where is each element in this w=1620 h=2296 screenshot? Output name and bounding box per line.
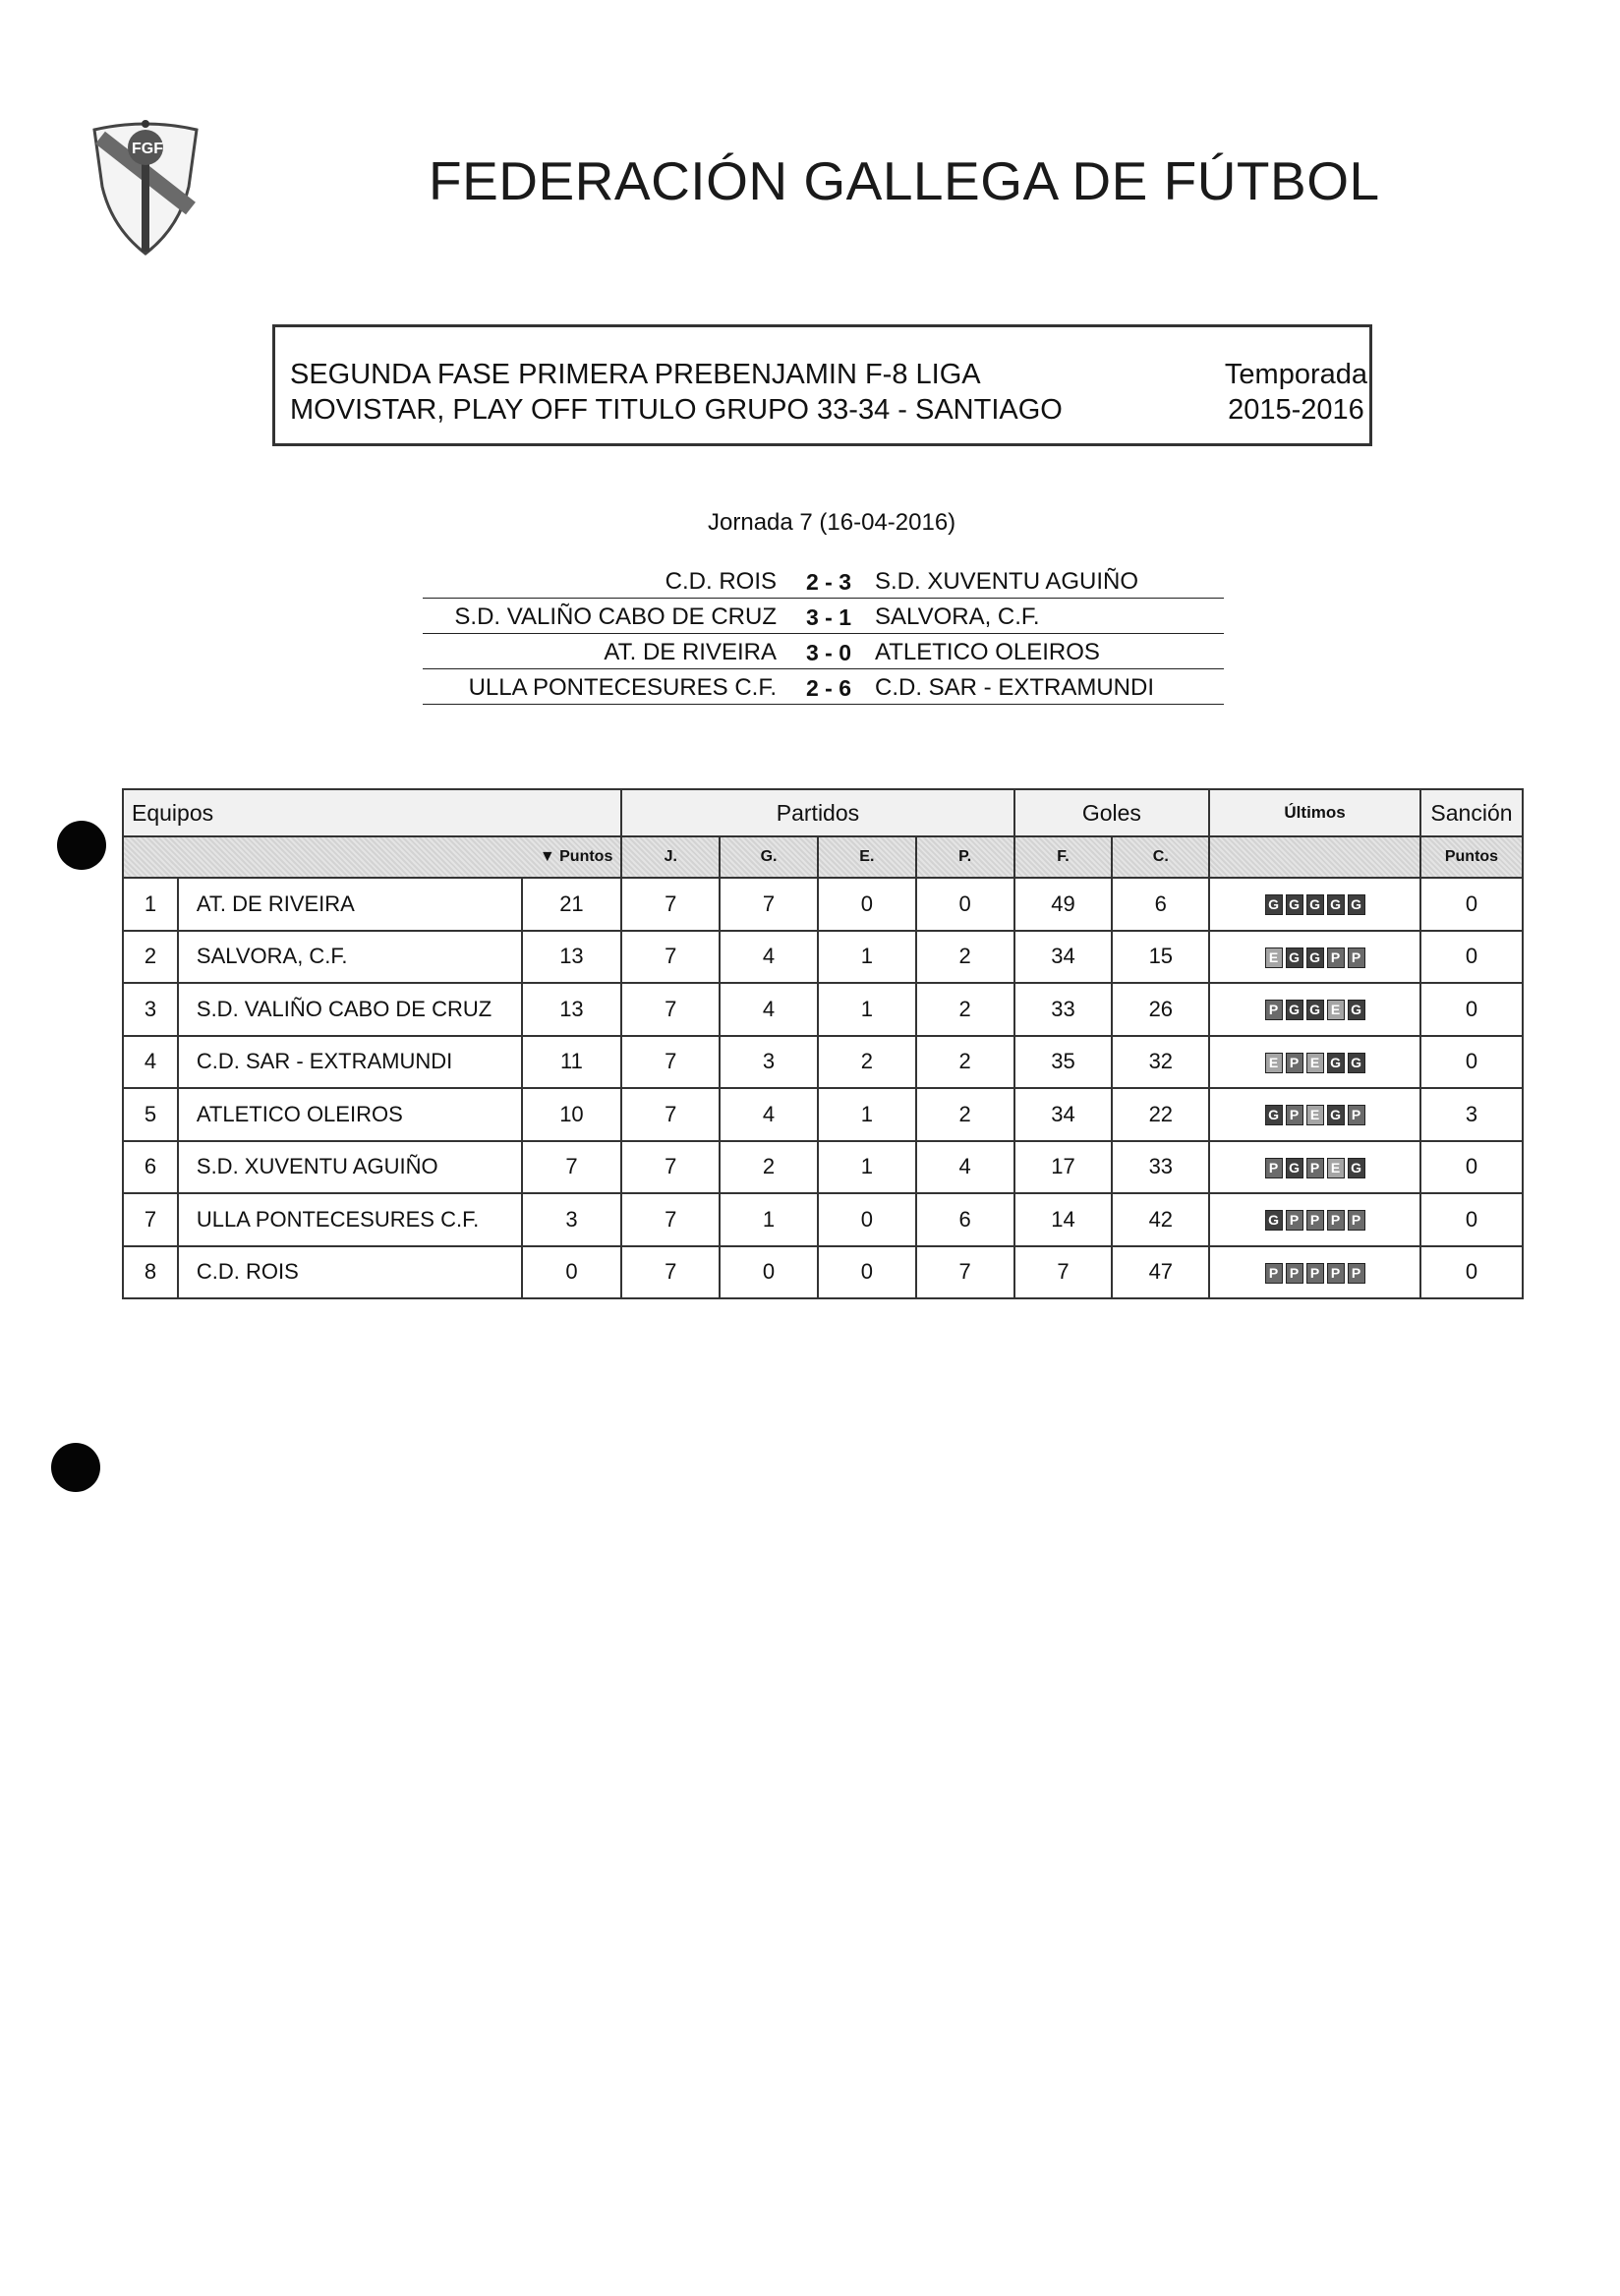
sanction-cell: 0 bbox=[1420, 983, 1523, 1036]
competition-name bbox=[290, 357, 1063, 428]
goals-against-cell: 26 bbox=[1112, 983, 1209, 1036]
table-row bbox=[123, 983, 1523, 1036]
result-row bbox=[423, 599, 1224, 634]
team-cell: ATLETICO OLEIROS bbox=[178, 1088, 522, 1141]
recent-form-cell bbox=[1209, 983, 1420, 1036]
header-goles: Goles bbox=[1014, 789, 1210, 836]
points-cell: 7 bbox=[522, 1141, 622, 1194]
form-badge: G bbox=[1348, 1053, 1365, 1073]
drawn-cell: 1 bbox=[818, 931, 916, 984]
sanction-cell: 0 bbox=[1420, 1246, 1523, 1299]
form-badge: G bbox=[1286, 894, 1303, 915]
competition-info-box bbox=[272, 324, 1372, 446]
form-badge: G bbox=[1306, 894, 1324, 915]
form-badge: G bbox=[1265, 1105, 1283, 1125]
standings-table bbox=[122, 788, 1524, 1299]
form-badge: E bbox=[1265, 1053, 1283, 1073]
lost-cell: 7 bbox=[916, 1246, 1014, 1299]
goals-against-cell: 33 bbox=[1112, 1141, 1209, 1194]
played-cell: 7 bbox=[621, 1036, 720, 1089]
punch-hole-bottom bbox=[51, 1443, 100, 1492]
away-team: ATLETICO OLEIROS bbox=[875, 639, 1100, 665]
away-team: S.D. XUVENTU AGUIÑO bbox=[875, 568, 1139, 595]
season-value: 2015-2016 bbox=[1228, 394, 1364, 426]
team-cell: AT. DE RIVEIRA bbox=[178, 878, 522, 931]
goals-for-cell: 7 bbox=[1014, 1246, 1113, 1299]
lost-cell: 0 bbox=[916, 878, 1014, 931]
points-cell: 10 bbox=[522, 1088, 622, 1141]
match-results bbox=[423, 563, 1224, 705]
goals-against-cell: 22 bbox=[1112, 1088, 1209, 1141]
table-row bbox=[123, 878, 1523, 931]
table-row bbox=[123, 1246, 1523, 1299]
federation-crest-logo bbox=[90, 118, 201, 256]
subheader-g: G. bbox=[720, 836, 818, 878]
table-subheader-row bbox=[123, 836, 1523, 878]
drawn-cell: 0 bbox=[818, 878, 916, 931]
recent-form-cell bbox=[1209, 1088, 1420, 1141]
goals-for-cell: 17 bbox=[1014, 1141, 1113, 1194]
goals-against-cell: 15 bbox=[1112, 931, 1209, 984]
match-score: 2 - 6 bbox=[805, 675, 852, 701]
team-cell: ULLA PONTECESURES C.F. bbox=[178, 1193, 522, 1246]
position-cell: 2 bbox=[123, 931, 178, 984]
won-cell: 1 bbox=[720, 1193, 818, 1246]
points-cell: 13 bbox=[522, 931, 622, 984]
drawn-cell: 1 bbox=[818, 1088, 916, 1141]
subheader-f: F. bbox=[1014, 836, 1113, 878]
team-cell: S.D. VALIÑO CABO DE CRUZ bbox=[178, 983, 522, 1036]
team-cell: C.D. SAR - EXTRAMUNDI bbox=[178, 1036, 522, 1089]
table-row bbox=[123, 1088, 1523, 1141]
subheader-ultimos bbox=[1209, 836, 1420, 878]
form-badge: G bbox=[1265, 1210, 1283, 1231]
result-row bbox=[423, 563, 1224, 599]
recent-form-cell bbox=[1209, 1036, 1420, 1089]
form-badge: P bbox=[1348, 1210, 1365, 1231]
form-badge: E bbox=[1265, 947, 1283, 968]
table-row bbox=[123, 931, 1523, 984]
subheader-sancion-puntos: Puntos bbox=[1420, 836, 1523, 878]
form-badge: G bbox=[1348, 1158, 1365, 1178]
goals-for-cell: 34 bbox=[1014, 1088, 1113, 1141]
match-score: 2 - 3 bbox=[805, 569, 852, 595]
position-cell: 1 bbox=[123, 878, 178, 931]
form-badge: G bbox=[1306, 1000, 1324, 1020]
drawn-cell: 0 bbox=[818, 1246, 916, 1299]
form-badge: P bbox=[1348, 1105, 1365, 1125]
form-badge: E bbox=[1327, 1158, 1345, 1178]
season-block bbox=[1225, 357, 1367, 428]
recent-form-cell bbox=[1209, 878, 1420, 931]
lost-cell: 2 bbox=[916, 1036, 1014, 1089]
form-badge: P bbox=[1265, 1000, 1283, 1020]
goals-for-cell: 35 bbox=[1014, 1036, 1113, 1089]
form-badge: P bbox=[1265, 1263, 1283, 1284]
won-cell: 0 bbox=[720, 1246, 818, 1299]
form-badge: E bbox=[1327, 1000, 1345, 1020]
points-cell: 3 bbox=[522, 1193, 622, 1246]
played-cell: 7 bbox=[621, 1141, 720, 1194]
home-team: C.D. ROIS bbox=[665, 568, 777, 595]
position-cell: 6 bbox=[123, 1141, 178, 1194]
form-badge: G bbox=[1286, 1000, 1303, 1020]
form-badge: P bbox=[1265, 1158, 1283, 1178]
points-cell: 0 bbox=[522, 1246, 622, 1299]
home-team: ULLA PONTECESURES C.F. bbox=[468, 674, 777, 701]
position-cell: 5 bbox=[123, 1088, 178, 1141]
header-partidos: Partidos bbox=[621, 789, 1013, 836]
won-cell: 2 bbox=[720, 1141, 818, 1194]
recent-form-cell bbox=[1209, 1141, 1420, 1194]
header-ultimos: Últimos bbox=[1209, 789, 1420, 836]
form-badge: P bbox=[1327, 1263, 1345, 1284]
form-badge: G bbox=[1327, 1053, 1345, 1073]
sort-down-icon: ▼ bbox=[539, 848, 560, 865]
result-row bbox=[423, 634, 1224, 669]
form-badge: G bbox=[1348, 1000, 1365, 1020]
form-badge: P bbox=[1286, 1263, 1303, 1284]
played-cell: 7 bbox=[621, 1246, 720, 1299]
form-badge: G bbox=[1327, 1105, 1345, 1125]
played-cell: 7 bbox=[621, 931, 720, 984]
result-row bbox=[423, 669, 1224, 705]
match-score: 3 - 1 bbox=[805, 604, 852, 630]
sanction-cell: 0 bbox=[1420, 878, 1523, 931]
recent-form-cell bbox=[1209, 1193, 1420, 1246]
team-cell: C.D. ROIS bbox=[178, 1246, 522, 1299]
competition-name-line1: SEGUNDA FASE PRIMERA PREBENJAMIN F-8 LIGA bbox=[290, 359, 981, 390]
form-badge: E bbox=[1306, 1053, 1324, 1073]
lost-cell: 2 bbox=[916, 931, 1014, 984]
won-cell: 4 bbox=[720, 931, 818, 984]
table-row bbox=[123, 1141, 1523, 1194]
logo-text: FGF bbox=[132, 141, 163, 157]
drawn-cell: 0 bbox=[818, 1193, 916, 1246]
played-cell: 7 bbox=[621, 1193, 720, 1246]
goals-against-cell: 32 bbox=[1112, 1036, 1209, 1089]
drawn-cell: 2 bbox=[818, 1036, 916, 1089]
recent-form-cell bbox=[1209, 1246, 1420, 1299]
sort-puntos[interactable] bbox=[123, 836, 621, 878]
lost-cell: 2 bbox=[916, 1088, 1014, 1141]
subheader-puntos: Puntos bbox=[559, 848, 613, 865]
form-badge: G bbox=[1306, 947, 1324, 968]
played-cell: 7 bbox=[621, 878, 720, 931]
won-cell: 3 bbox=[720, 1036, 818, 1089]
goals-against-cell: 42 bbox=[1112, 1193, 1209, 1246]
form-badge: P bbox=[1348, 947, 1365, 968]
header-sancion: Sanción bbox=[1420, 789, 1523, 836]
form-badge: G bbox=[1327, 894, 1345, 915]
subheader-c: C. bbox=[1112, 836, 1209, 878]
won-cell: 7 bbox=[720, 878, 818, 931]
competition-name-line2: MOVISTAR, PLAY OFF TITULO GRUPO 33-34 - SANTIAGO bbox=[290, 394, 1063, 426]
form-badge: P bbox=[1286, 1105, 1303, 1125]
table-row bbox=[123, 1193, 1523, 1246]
subheader-p: P. bbox=[916, 836, 1014, 878]
drawn-cell: 1 bbox=[818, 1141, 916, 1194]
sanction-cell: 0 bbox=[1420, 1193, 1523, 1246]
goals-for-cell: 34 bbox=[1014, 931, 1113, 984]
season-label: Temporada bbox=[1224, 359, 1367, 390]
lost-cell: 4 bbox=[916, 1141, 1014, 1194]
lost-cell: 6 bbox=[916, 1193, 1014, 1246]
played-cell: 7 bbox=[621, 1088, 720, 1141]
form-badge: P bbox=[1348, 1263, 1365, 1284]
table-row bbox=[123, 1036, 1523, 1089]
position-cell: 4 bbox=[123, 1036, 178, 1089]
lost-cell: 2 bbox=[916, 983, 1014, 1036]
subheader-j: J. bbox=[621, 836, 720, 878]
goals-against-cell: 47 bbox=[1112, 1246, 1209, 1299]
position-cell: 8 bbox=[123, 1246, 178, 1299]
sanction-cell: 0 bbox=[1420, 1141, 1523, 1194]
form-badge: G bbox=[1265, 894, 1283, 915]
position-cell: 7 bbox=[123, 1193, 178, 1246]
form-badge: P bbox=[1306, 1210, 1324, 1231]
form-badge: E bbox=[1306, 1105, 1324, 1125]
subheader-e: E. bbox=[818, 836, 916, 878]
form-badge: G bbox=[1286, 947, 1303, 968]
form-badge: G bbox=[1348, 894, 1365, 915]
form-badge: P bbox=[1327, 947, 1345, 968]
punch-hole-top bbox=[57, 821, 106, 870]
home-team: S.D. VALIÑO CABO DE CRUZ bbox=[454, 603, 777, 630]
form-badge: P bbox=[1286, 1210, 1303, 1231]
sanction-cell: 3 bbox=[1420, 1088, 1523, 1141]
form-badge: G bbox=[1286, 1158, 1303, 1178]
form-badge: P bbox=[1306, 1263, 1324, 1284]
goals-for-cell: 14 bbox=[1014, 1193, 1113, 1246]
goals-for-cell: 33 bbox=[1014, 983, 1113, 1036]
sanction-cell: 0 bbox=[1420, 1036, 1523, 1089]
home-team: AT. DE RIVEIRA bbox=[604, 639, 777, 665]
team-cell: SALVORA, C.F. bbox=[178, 931, 522, 984]
won-cell: 4 bbox=[720, 983, 818, 1036]
won-cell: 4 bbox=[720, 1088, 818, 1141]
away-team: SALVORA, C.F. bbox=[875, 603, 1040, 630]
form-badge: P bbox=[1286, 1053, 1303, 1073]
page-title: FEDERACIÓN GALLEGA DE FÚTBOL bbox=[429, 150, 1380, 211]
away-team: C.D. SAR - EXTRAMUNDI bbox=[875, 674, 1155, 701]
form-badge: P bbox=[1306, 1158, 1324, 1178]
points-cell: 13 bbox=[522, 983, 622, 1036]
header-equipos: Equipos bbox=[123, 789, 621, 836]
table-header-row bbox=[123, 789, 1523, 836]
jornada-heading: Jornada 7 (16-04-2016) bbox=[708, 509, 956, 536]
goals-against-cell: 6 bbox=[1112, 878, 1209, 931]
goals-for-cell: 49 bbox=[1014, 878, 1113, 931]
points-cell: 11 bbox=[522, 1036, 622, 1089]
team-cell: S.D. XUVENTU AGUIÑO bbox=[178, 1141, 522, 1194]
form-badge: P bbox=[1327, 1210, 1345, 1231]
match-score: 3 - 0 bbox=[805, 640, 852, 665]
played-cell: 7 bbox=[621, 983, 720, 1036]
recent-form-cell bbox=[1209, 931, 1420, 984]
position-cell: 3 bbox=[123, 983, 178, 1036]
sanction-cell: 0 bbox=[1420, 931, 1523, 984]
drawn-cell: 1 bbox=[818, 983, 916, 1036]
points-cell: 21 bbox=[522, 878, 622, 931]
